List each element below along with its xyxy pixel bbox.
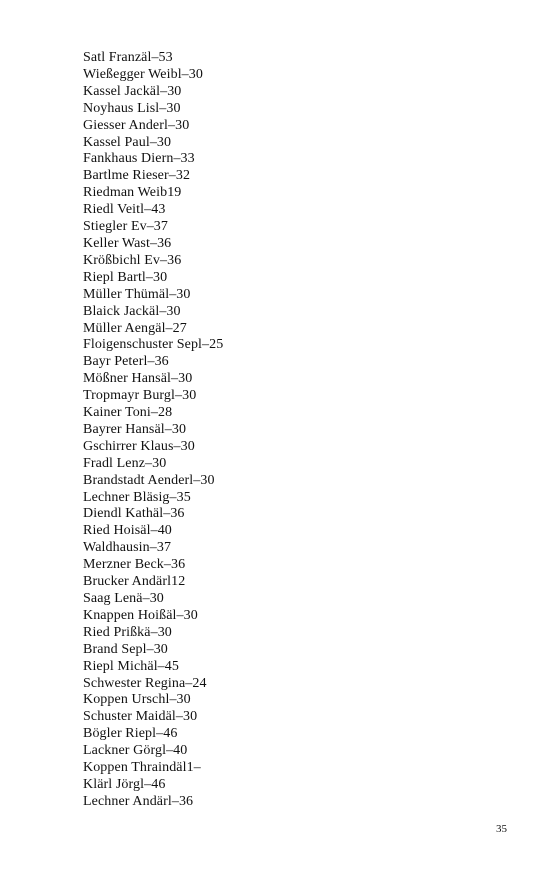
list-item: Merzner Beck–36 [83, 557, 186, 573]
list-item: Stiegler Ev–37 [83, 219, 168, 235]
list-item: Brucker Andärl12 [83, 574, 186, 590]
list-item: Bayrer Hansäl–30 [83, 421, 187, 437]
list-item: Wießegger Weibl–30 [83, 66, 203, 82]
list-item: Diendl Kathäl–36 [83, 506, 185, 522]
list-item: Bartlme Rieser–32 [83, 168, 191, 184]
list-item: Bayr Peterl–36 [83, 354, 169, 370]
list-item: Blaick Jackäl–30 [83, 303, 181, 319]
list-item: Floigenschuster Sepl–25 [83, 337, 224, 353]
list-item: Riepl Bartl–30 [83, 269, 168, 285]
list-item: Schuster Maidäl–30 [83, 709, 198, 725]
list-item: Waldhausin–37 [83, 540, 172, 556]
list-item: Lackner Görgl–40 [83, 743, 188, 759]
list-item: Riedman Weib19 [83, 185, 182, 201]
name-list [83, 50, 223, 811]
list-item: Kassel Paul–30 [83, 134, 172, 150]
list-item: Kainer Toni–28 [83, 405, 173, 421]
list-item: Riepl Michäl–45 [83, 658, 179, 674]
list-item: Keller Wast–36 [83, 235, 172, 251]
list-item: Kassel Jackäl–30 [83, 83, 182, 99]
list-item: Schwester Regina–24 [83, 675, 207, 691]
list-item: Müller Thümäl–30 [83, 286, 191, 302]
page-number: 35 [496, 823, 507, 835]
list-item: Koppen Urschl–30 [83, 692, 191, 708]
list-item: Lechner Bläsig–35 [83, 489, 191, 505]
list-item: Knappen Hoißäl–30 [83, 607, 198, 623]
list-item: Brandstadt Aenderl–30 [83, 472, 215, 488]
list-item: Ried Prißkä–30 [83, 624, 172, 640]
list-item: Brand Sepl–30 [83, 641, 168, 657]
list-item: Tropmayr Burgl–30 [83, 388, 197, 404]
list-item: Koppen Thraindäl1– [83, 760, 201, 776]
list-item: Fankhaus Diern–33 [83, 151, 195, 167]
list-item: Gschirrer Klaus–30 [83, 438, 195, 454]
list-item: Satl Franzäl–53 [83, 50, 173, 65]
list-item: Riedl Veitl–43 [83, 202, 166, 218]
list-item: Giesser Anderl–30 [83, 117, 190, 133]
list-item: Fradl Lenz–30 [83, 455, 167, 471]
list-item: Krößbichl Ev–36 [83, 252, 182, 268]
list-item: Bögler Riepl–46 [83, 726, 178, 742]
list-item: Lechner Andärl–36 [83, 793, 194, 809]
list-item: Müller Aengäl–27 [83, 320, 187, 336]
list-item: Ried Hoisäl–40 [83, 523, 172, 539]
list-item: Saag Lenä–30 [83, 591, 164, 606]
list-item: Noyhaus Lisl–30 [83, 100, 181, 116]
list-item: Klärl Jörgl–46 [83, 776, 166, 792]
list-item: Mößner Hansäl–30 [83, 371, 193, 387]
